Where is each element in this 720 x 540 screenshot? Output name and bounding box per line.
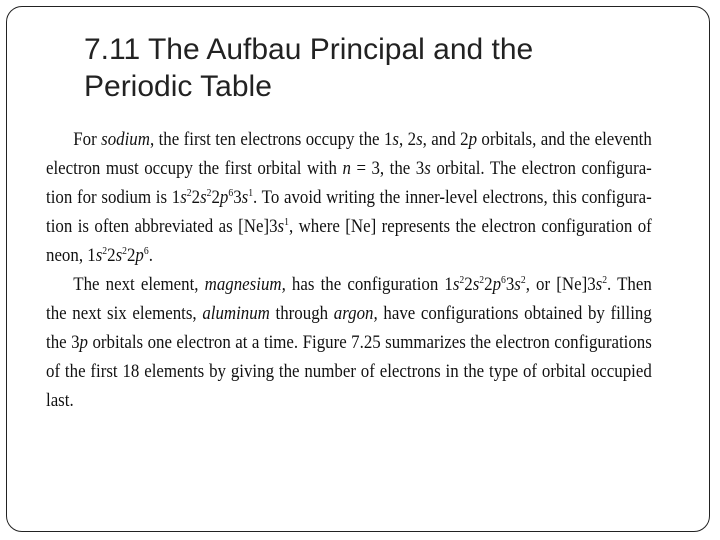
text-line: the next six elements, aluminum through argon, have configurations obtained by filling [46,303,652,324]
text-line: electron must occupy the first orbital with n = 3, the 3s orbital. The electron configura- [46,158,652,179]
slide-title-line-2: Periodic Table [84,70,272,103]
paragraph-sodium [46,125,652,270]
text-line: tion is often abbreviated as $[Ne]3s^1$, where [Ne] represents the electron configuration of [46,216,652,237]
text-line: tion for sodium is $1s^22s^22p^63s^1$. To avoid writing the inner-level electrons, this configura- [46,187,652,208]
slide-title-line-1: 7.11 The Aufbau Principal and the [84,33,534,66]
slide-title [84,31,684,105]
text-line: The next element, magnesium, has the configuration $1s^22s^22p^63s^2$, or $[Ne]3s^2$. Then [73,274,652,295]
text-line: of the first 18 elements by giving the number of electrons in the type of orbital occupied [46,361,652,382]
text-line: last. [46,390,74,411]
text-line: the 3p orbitals one electron at a time. Figure 7.25 summarizes the electron configurations [46,332,652,353]
textbook-passage [46,125,652,415]
paragraph-magnesium [46,270,652,415]
text-line: For sodium, the first ten electrons occupy the 1s, 2s, and 2p orbitals, and the eleventh [73,129,652,150]
text-line: neon, $1s^22s^22p^6$. [46,245,153,266]
